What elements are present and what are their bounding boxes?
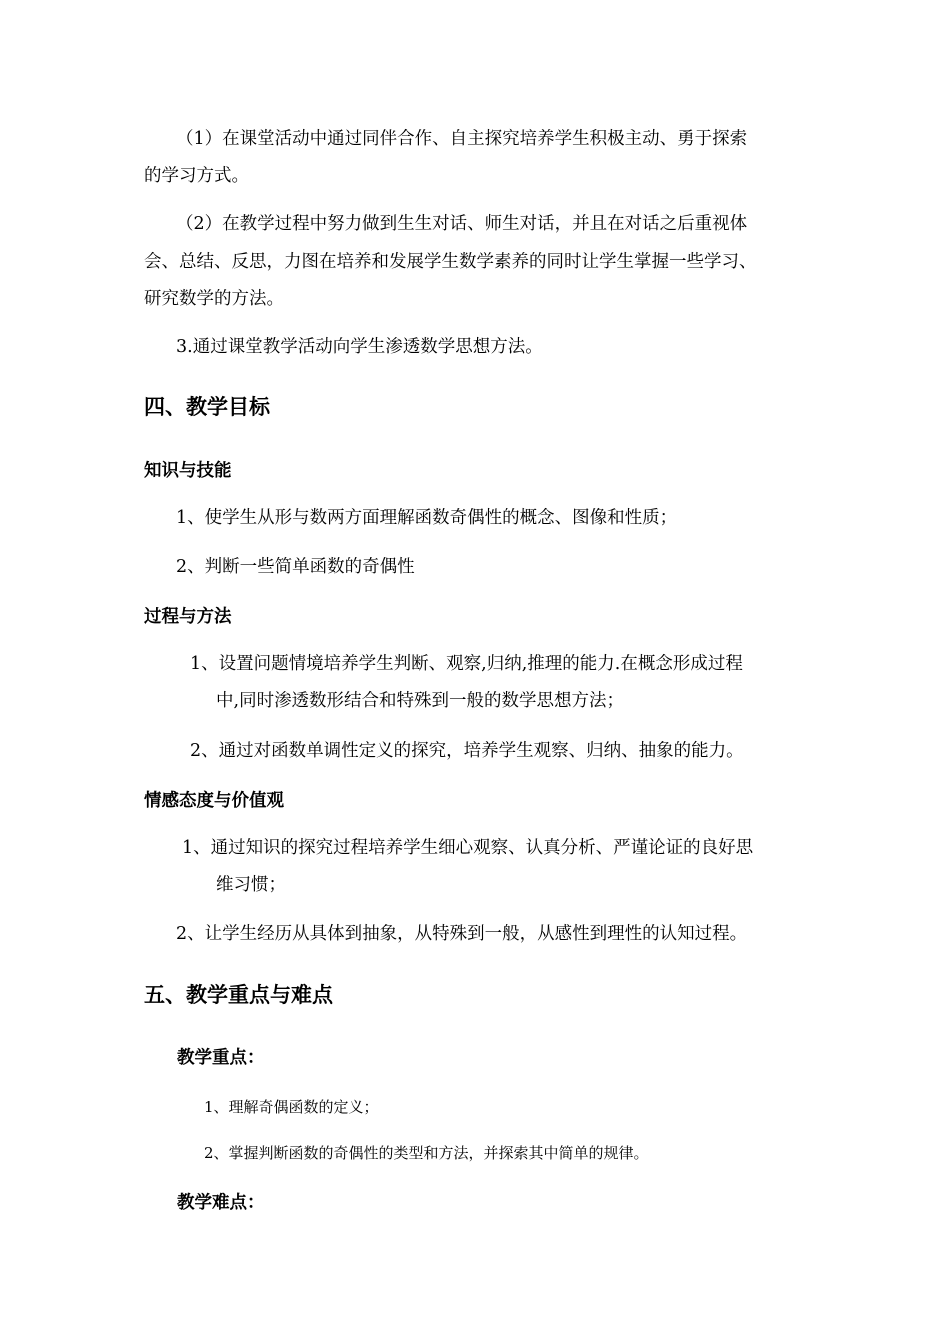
section-4-heading: 四、教学目标	[144, 394, 270, 419]
knowledge-item-1: 1、使学生从形与数两方面理解函数奇偶性的概念、图像和性质；	[176, 508, 678, 528]
emotion-item-1-line-1: 1、通过知识的探究过程培养学生细心观察、认真分析、严谨论证的良好思	[182, 838, 754, 858]
knowledge-skills-title: 知识与技能	[144, 461, 232, 481]
process-item-1-line-1: 1、设置问题情境培养学生判断、观察,归纳,推理的能力.在概念形成过程	[190, 654, 743, 674]
process-item-2: 2、通过对函数单调性定义的探究，培养学生观察、归纳、抽象的能力。	[190, 741, 744, 761]
knowledge-item-2: 2、判断一些简单函数的奇偶性	[176, 557, 415, 577]
paragraph-2-line-1: （2）在教学过程中努力做到生生对话、师生对话，并且在对话之后重视体	[176, 214, 748, 234]
emotion-values-title: 情感态度与价值观	[144, 791, 284, 811]
difficulties-title: 教学难点：	[177, 1193, 265, 1213]
paragraph-2-line-2: 会、总结、反思，力图在培养和发展学生数学素养的同时让学生掌握一些学习、	[144, 252, 757, 272]
paragraph-2-line-3: 研究数学的方法。	[144, 289, 284, 309]
process-method-title: 过程与方法	[144, 607, 232, 627]
paragraph-1-line-1: （1）在课堂活动中通过同伴合作、自主探究培养学生积极主动、勇于探索	[176, 129, 748, 149]
emotion-item-2: 2、让学生经历从具体到抽象，从特殊到一般，从感性到理性的认知过程。	[176, 924, 748, 944]
paragraph-1-line-2: 的学习方式。	[144, 166, 249, 186]
emotion-item-1-line-2: 维习惯；	[216, 875, 286, 895]
process-item-1-line-2: 中,同时渗透数形结合和特殊到一般的数学思想方法；	[216, 691, 625, 711]
section-5-heading: 五、教学重点与难点	[144, 982, 333, 1007]
paragraph-3: 3.通过课堂教学活动向学生渗透数学思想方法。	[176, 337, 543, 357]
key-point-item-1: 1、理解奇偶函数的定义；	[204, 1098, 379, 1116]
key-point-item-2: 2、掌握判断函数的奇偶性的类型和方法，并探索其中简单的规律。	[204, 1144, 649, 1162]
key-points-title: 教学重点：	[177, 1048, 265, 1068]
